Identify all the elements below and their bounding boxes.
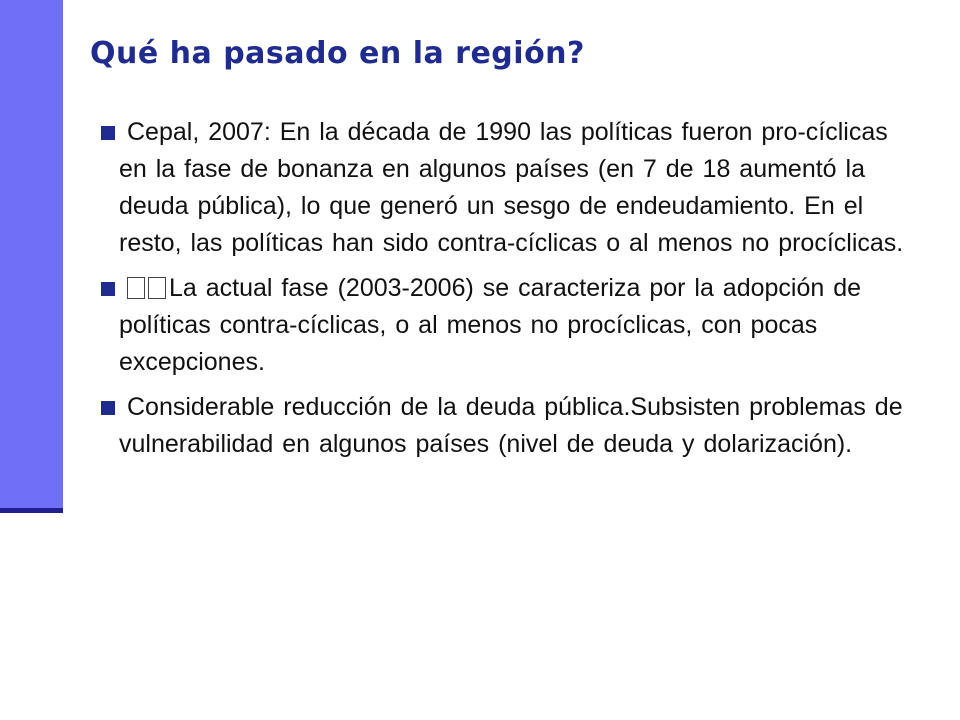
square-bullet-icon <box>101 401 115 415</box>
accent-side-underline <box>0 508 63 513</box>
accent-side-bar <box>0 0 63 513</box>
bullet-text-1: Cepal, 2007: En la década de 1990 las políticas fueron pro-cíclicas en la fase de bonanza en algunos países (en 7 de 18 aumentó la deuda pública), lo que generó un sesgo de endeudamiento. En el resto, las políticas han sido contra-cíclicas o al menos no procíclicas. <box>119 118 904 257</box>
bullet-text-2: La actual fase (2003-2006) se caracteriza por la adopción de políticas contra-cíclicas, o al menos no procíclicas, con pocas excepciones. <box>119 274 862 376</box>
bullet-item-1 <box>101 114 921 262</box>
bullet-item-3 <box>101 389 921 463</box>
slide-title: Qué ha pasado en la región? <box>90 36 585 71</box>
square-bullet-icon <box>101 126 115 140</box>
missing-glyph-box-icon <box>148 277 166 299</box>
bullet-list <box>101 114 921 471</box>
bullet-item-2 <box>101 270 921 381</box>
missing-glyph-box-icon <box>127 277 145 299</box>
bullet-text-3: Considerable reducción de la deuda pública.Subsisten problemas de vulnerabilidad en algunos países (nivel de deuda y dolarización). <box>119 393 903 458</box>
square-bullet-icon <box>101 282 115 296</box>
